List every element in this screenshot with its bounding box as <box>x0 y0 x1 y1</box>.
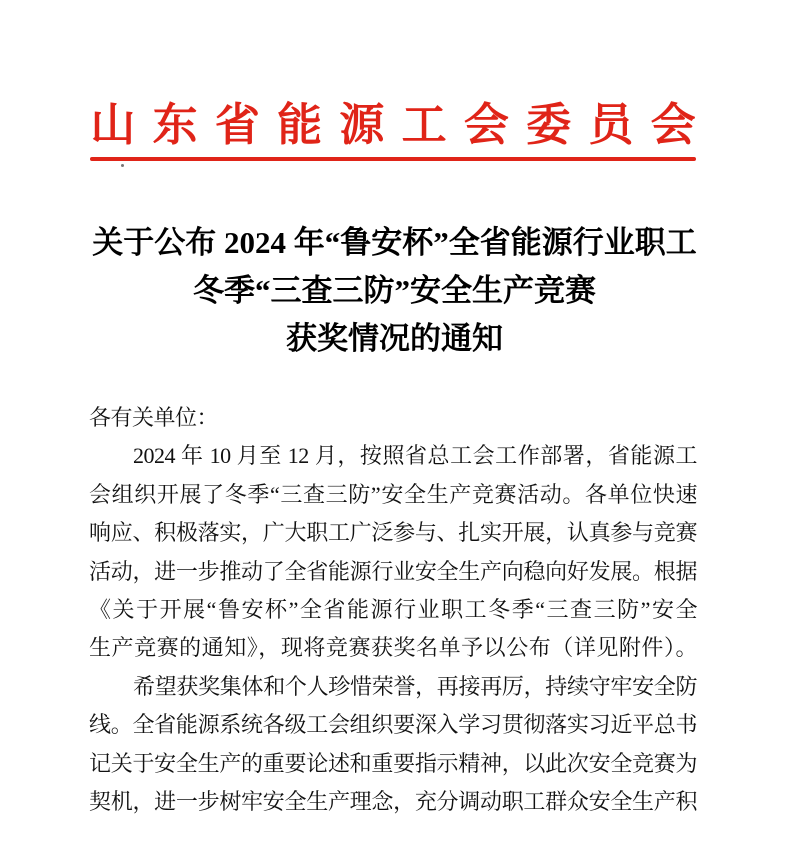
body-text-line: 生产竞赛的通知》，现将竞赛获奖名单予以公布（详见附件）。 <box>89 635 697 661</box>
body-text-line: 活动，进一步推动了全省能源行业安全生产向稳向好发展。根据 <box>89 558 697 584</box>
salutation-line: 各有关单位： <box>89 405 219 430</box>
body-text-line: 线。全省能源系统各级工会组织要深入学习贯彻落实习近平总书 <box>89 712 697 738</box>
body-paragraph-lines <box>89 437 697 821</box>
document-title-line-3: 获奖情况的通知 <box>286 321 503 356</box>
letterhead-rule <box>90 157 696 161</box>
document-title-line-1: 关于公布 2024 年“鲁安杯”全省能源行业职工 <box>92 225 697 260</box>
body-text-line: 2024 年 10 月至 12 月，按照省总工会工作部署，省能源工 <box>133 443 697 469</box>
scan-speck-artifact <box>121 164 124 167</box>
document-title <box>0 219 789 363</box>
body-text-line: 记关于安全生产的重要论述和重要指示精神，以此次安全竞赛为 <box>89 750 697 776</box>
document-body <box>89 399 697 821</box>
body-text-line: 会组织开展了冬季“三查三防”安全生产竞赛活动。各单位快速 <box>89 481 698 507</box>
body-text-line: 响应、积极落实，广大职工广泛参与、扎实开展，认真参与竞赛 <box>89 520 697 546</box>
letterhead-org-name: 山 东 省 能 源 工 会 委 员 会 <box>90 100 699 150</box>
body-text-line: 希望获奖集体和个人珍惜荣誉，再接再厉，持续守牢安全防 <box>133 673 697 699</box>
body-text-line: 《关于开展“鲁安杯”全省能源行业职工冬季“三查三防”安全 <box>89 597 697 623</box>
document-title-line-2: 冬季“三查三防”安全生产竞赛 <box>193 273 596 308</box>
body-text-line: 契机，进一步树牢安全生产理念，充分调动职工群众安全生产积 <box>89 789 697 815</box>
